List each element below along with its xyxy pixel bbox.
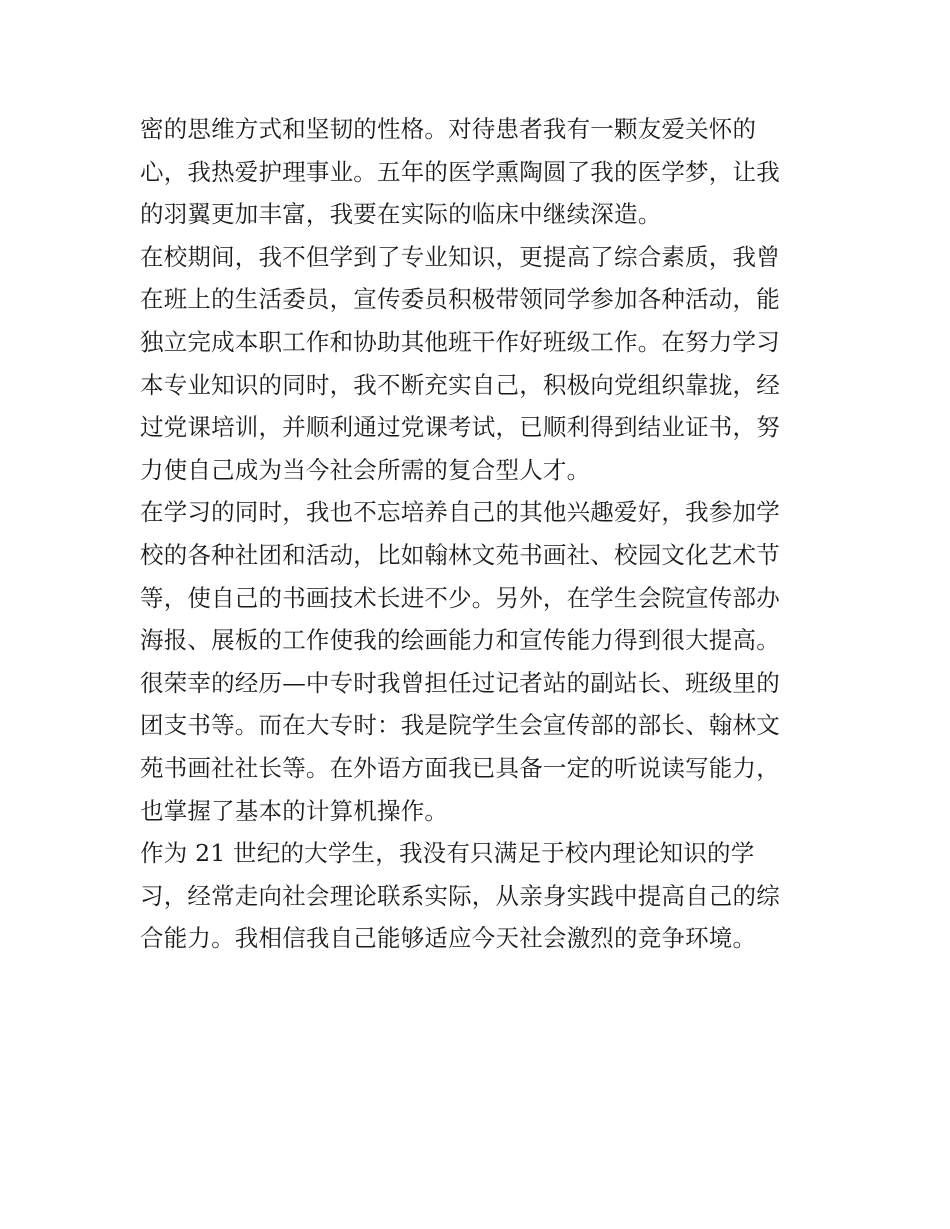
text-line: 合能力。我相信我自己能够适应今天社会激烈的竞争环境。 bbox=[140, 924, 757, 953]
text-line: 在学习的同时，我也不忘培养自己的其他兴趣爱好，我参加学 bbox=[140, 498, 780, 527]
text-line: 在校期间，我不但学到了专业知识，更提高了综合素质，我曾 bbox=[140, 242, 780, 271]
text-line: 密的思维方式和坚韧的性格。对待患者我有一颗友爱关怀的 bbox=[140, 115, 757, 143]
text-line: 过党课培训，并顺利通过党课考试，已顺利得到结业证书，努 bbox=[140, 413, 780, 442]
text-line: 很荣幸的经历—中专时我曾担任过记者站的副站长、班级里的 bbox=[140, 668, 780, 697]
text-line: 独立完成本职工作和协助其他班干作好班级工作。在努力学习 bbox=[140, 327, 780, 356]
text-line: 习，经常走向社会理论联系实际，从亲身实践中提高自己的综 bbox=[140, 881, 780, 910]
text-line: 团支书等。而在大专时：我是院学生会宣传部的部长、翰林文 bbox=[140, 711, 780, 740]
text-line: 校的各种社团和活动，比如翰林文苑书画社、校园文化艺术节 bbox=[140, 540, 780, 569]
text-line: 也掌握了基本的计算机操作。 bbox=[140, 796, 449, 825]
body-text bbox=[140, 108, 820, 960]
text-line: 苑书画社社长等。在外语方面我已具备一定的听说读写能力， bbox=[140, 753, 780, 782]
text-line: 在班上的生活委员，宣传委员积极带领同学参加各种活动，能 bbox=[140, 285, 780, 314]
text-line: 海报、展板的工作使我的绘画能力和宣传能力得到很大提高。 bbox=[140, 626, 780, 655]
text-line: 的羽翼更加丰富，我要在实际的临床中继续深造。 bbox=[140, 200, 662, 229]
text-line: 本专业知识的同时，我不断充实自己，积极向党组织靠拢，经 bbox=[140, 370, 780, 399]
text-line: 力使自己成为当今社会所需的复合型人才。 bbox=[140, 455, 591, 484]
text-line: 等，使自己的书画技术长进不少。另外，在学生会院宣传部办 bbox=[140, 583, 780, 612]
text-line: 心，我热爱护理事业。五年的医学熏陶圆了我的医学梦，让我 bbox=[140, 157, 780, 186]
text-line: 作为 21 世纪的大学生，我没有只满足于校内理论知识的学 bbox=[140, 839, 755, 868]
